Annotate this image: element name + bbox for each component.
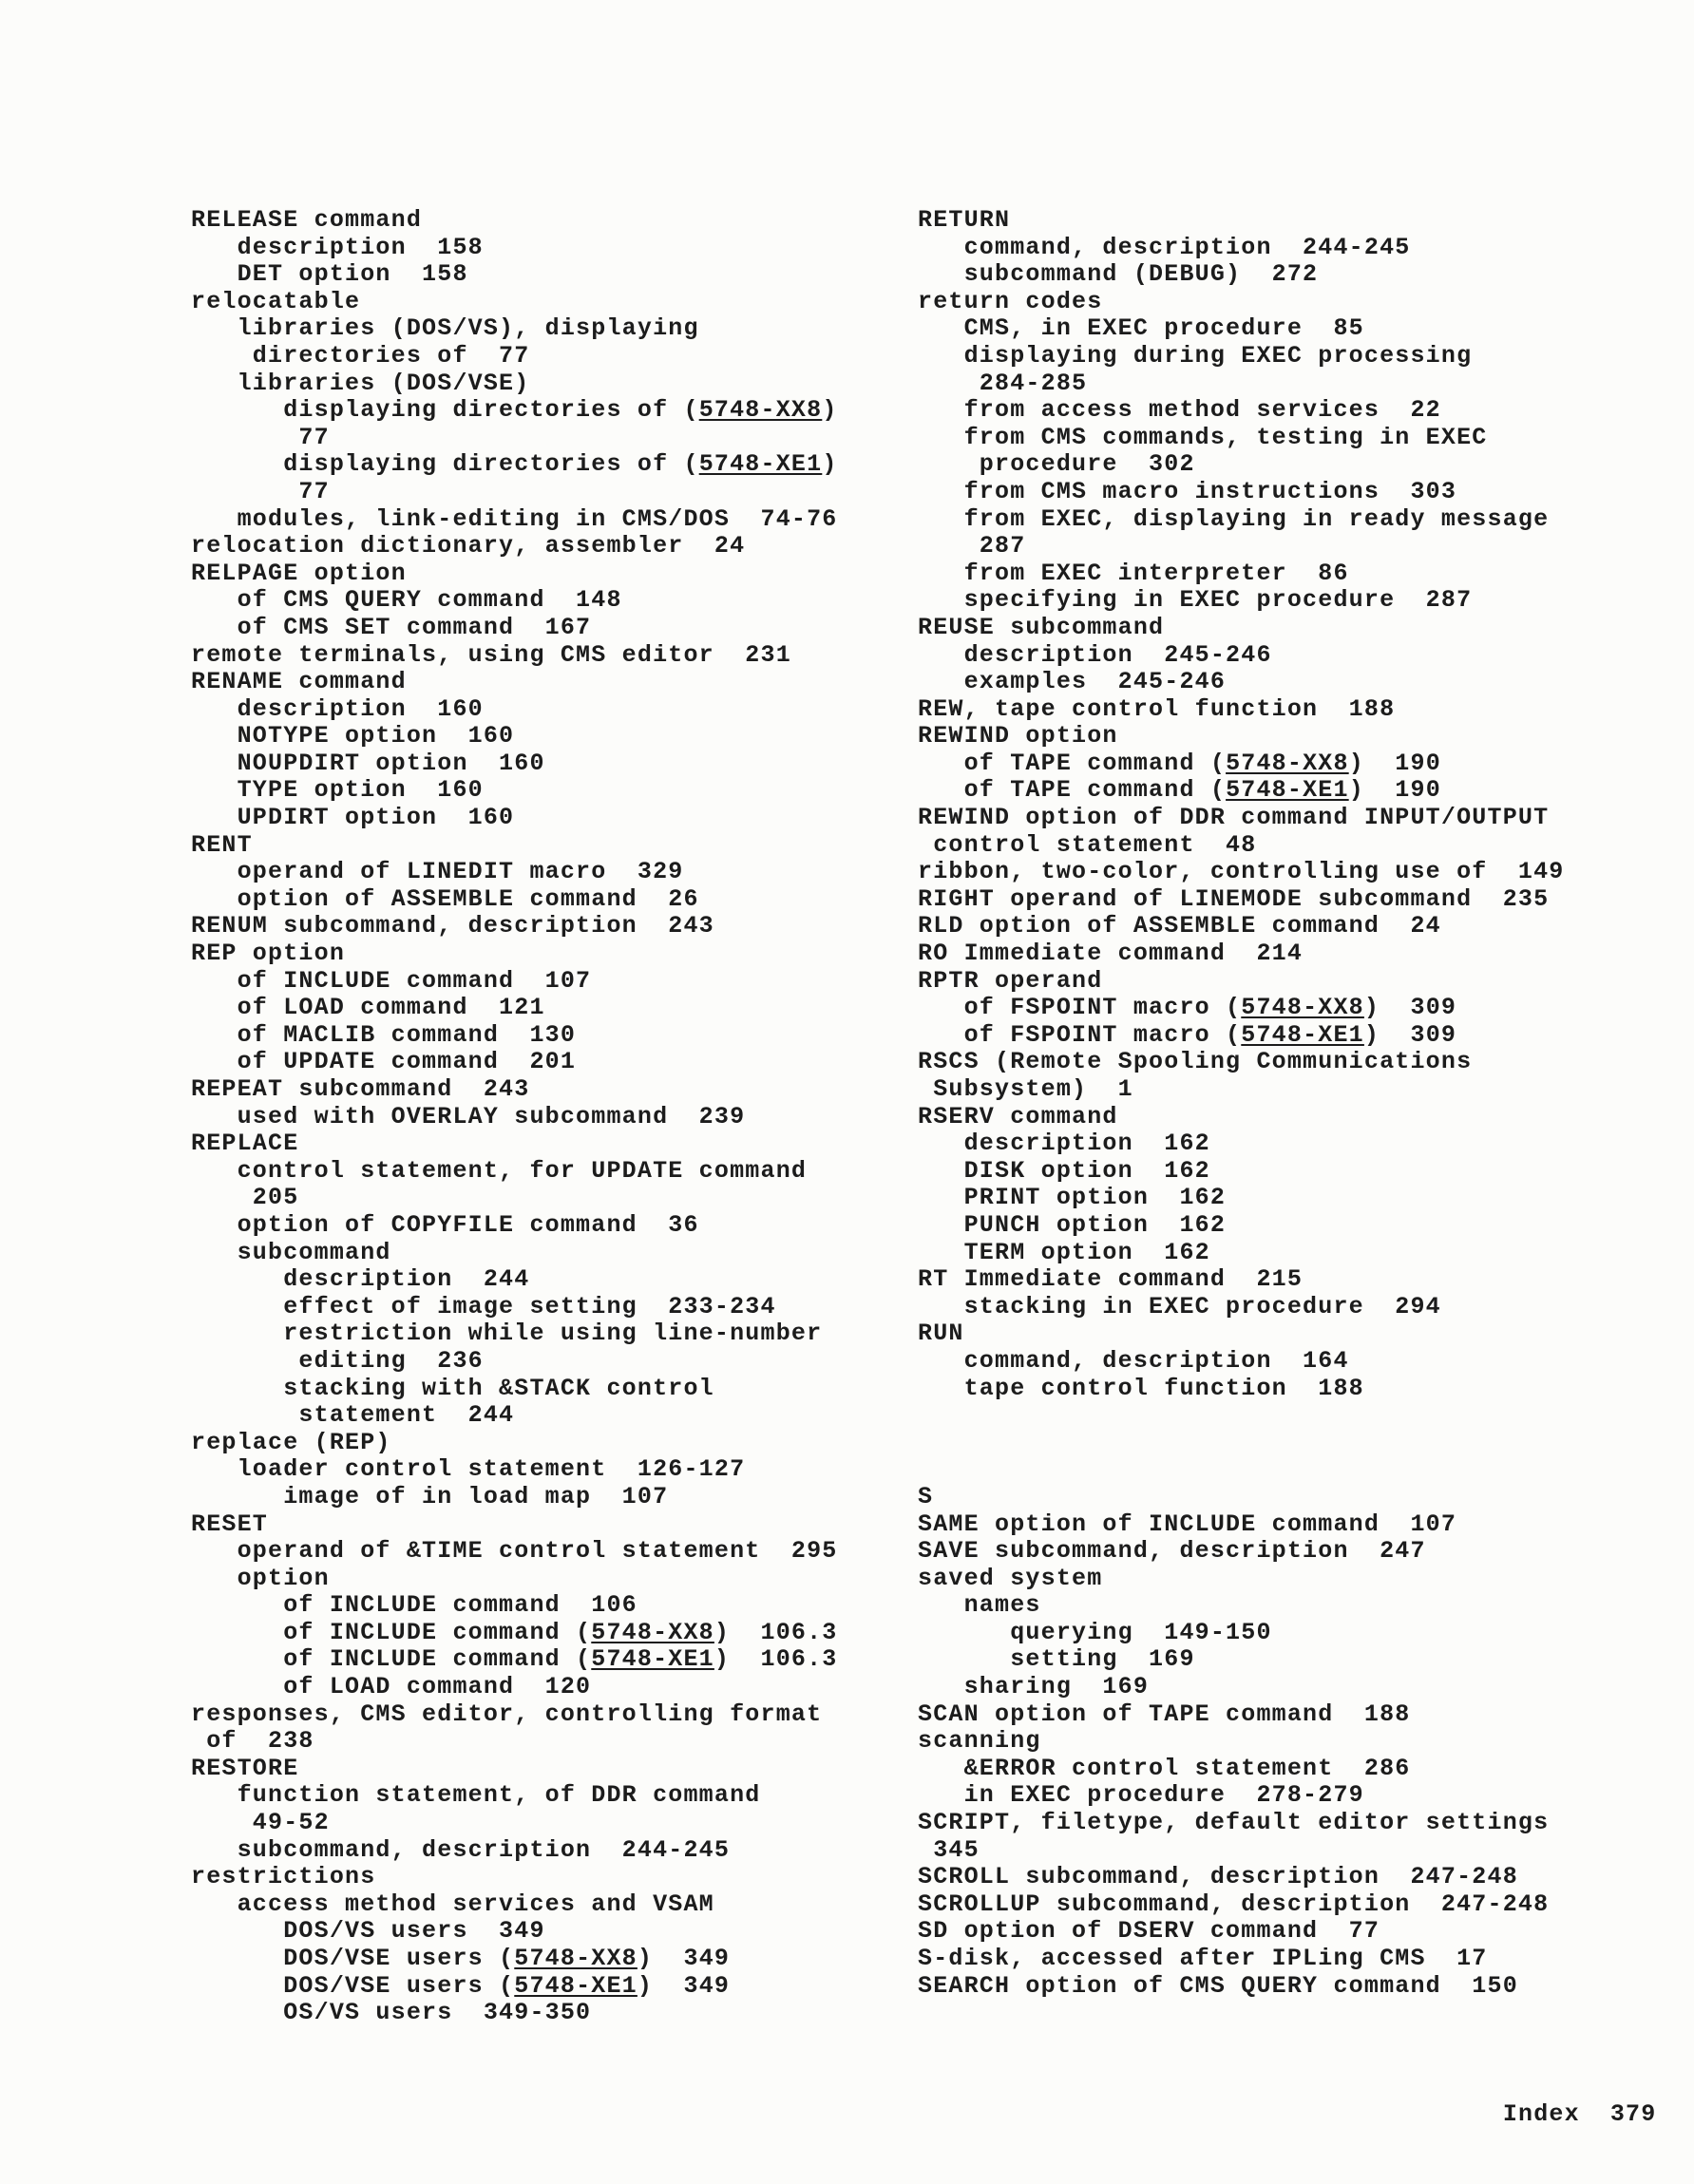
index-line: control statement, for UPDATE command bbox=[191, 1156, 808, 1185]
index-line: RIGHT operand of LINEMODE subcommand 235 bbox=[918, 884, 1550, 913]
program-number-underlined: 5748-XX8 bbox=[591, 1618, 714, 1646]
index-line: statement 244 bbox=[191, 1401, 515, 1430]
index-line: subcommand bbox=[191, 1238, 391, 1266]
index-line: command, description 244-245 bbox=[918, 233, 1411, 261]
index-line: DOS/VS users 349 bbox=[191, 1917, 545, 1946]
index-line: option of COPYFILE command 36 bbox=[191, 1210, 699, 1239]
index-line: operand of &TIME control statement 295 bbox=[191, 1537, 838, 1566]
index-line: 345 bbox=[918, 1835, 980, 1864]
program-number-underlined: 5748-XE1 bbox=[698, 450, 823, 479]
index-line: tape control function 188 bbox=[918, 1374, 1364, 1402]
index-line: NOUPDIRT option 160 bbox=[191, 749, 545, 777]
index-line: RPTR operand bbox=[918, 966, 1103, 995]
index-line: relocatable bbox=[191, 287, 361, 315]
index-line: REUSE subcommand bbox=[918, 613, 1165, 641]
index-line: SCAN option of TAPE command 188 bbox=[918, 1700, 1411, 1728]
index-line: NOTYPE option 160 bbox=[191, 722, 515, 750]
index-line: 77 bbox=[191, 477, 330, 505]
index-line: return codes bbox=[918, 287, 1103, 315]
index-line: procedure 302 bbox=[918, 450, 1195, 479]
index-line: from access method services 22 bbox=[918, 396, 1441, 425]
index-line: REW, tape control function 188 bbox=[918, 694, 1396, 723]
index-line: replace (REP) bbox=[191, 1428, 391, 1456]
index-line: of TAPE command (5748-XX8) 190 bbox=[918, 749, 1441, 777]
index-line: of TAPE command (5748-XE1) 190 bbox=[918, 776, 1441, 805]
index-line: restrictions bbox=[191, 1863, 376, 1891]
index-line: TERM option 162 bbox=[918, 1238, 1210, 1266]
index-line: of MACLIB command 130 bbox=[191, 1020, 577, 1049]
index-line bbox=[918, 1430, 1565, 1457]
index-line: SAVE subcommand, description 247 bbox=[918, 1537, 1426, 1566]
index-line: from CMS commands, testing in EXEC bbox=[918, 423, 1488, 451]
index-line: SD option of DSERV command 77 bbox=[918, 1917, 1380, 1946]
index-line: command, description 164 bbox=[918, 1346, 1349, 1375]
index-line: RESTORE bbox=[191, 1754, 299, 1782]
index-line: description 160 bbox=[191, 694, 484, 723]
index-line: displaying directories of (5748-XX8) bbox=[191, 396, 838, 425]
index-line: examples 245-246 bbox=[918, 668, 1227, 696]
index-line: subcommand (DEBUG) 272 bbox=[918, 260, 1319, 289]
index-line: REWIND option bbox=[918, 722, 1118, 750]
footer-label: Index bbox=[1502, 2099, 1580, 2128]
index-line: from EXEC, displaying in ready message bbox=[918, 504, 1550, 533]
index-line: RT Immediate command 215 bbox=[918, 1265, 1304, 1294]
page-footer bbox=[1441, 2074, 1656, 2156]
program-number-underlined: 5748-XE1 bbox=[1241, 1020, 1364, 1049]
index-line bbox=[918, 1456, 1565, 1484]
index-line: SCROLLUP subcommand, description 247-248 bbox=[918, 1890, 1550, 1918]
index-line: RENT bbox=[191, 830, 253, 859]
index-line: of INCLUDE command (5748-XE1) 106.3 bbox=[191, 1645, 838, 1674]
index-line: scanning bbox=[918, 1727, 1041, 1756]
index-line: displaying during EXEC processing bbox=[918, 341, 1473, 370]
index-line: operand of LINEDIT macro 329 bbox=[191, 858, 684, 886]
index-line: DISK option 162 bbox=[918, 1156, 1210, 1185]
index-line: REWIND option of DDR command INPUT/OUTPUT bbox=[918, 804, 1550, 832]
index-line: responses, CMS editor, controlling format bbox=[191, 1700, 823, 1728]
index-line: names bbox=[918, 1591, 1041, 1620]
index-line: of 238 bbox=[191, 1727, 314, 1756]
index-line: RENAME command bbox=[191, 668, 407, 696]
index-line bbox=[918, 1402, 1565, 1430]
program-number-underlined: 5748-XE1 bbox=[591, 1645, 714, 1674]
index-line: description 162 bbox=[918, 1130, 1210, 1158]
index-line: REP option bbox=[191, 940, 346, 968]
index-line: RETURN bbox=[918, 206, 1011, 234]
index-line: Subsystem) 1 bbox=[918, 1075, 1133, 1103]
index-line: control statement 48 bbox=[918, 830, 1257, 859]
program-number-underlined: 5748-XX8 bbox=[514, 1945, 638, 1972]
index-line: RESET bbox=[191, 1510, 269, 1538]
index-line: specifying in EXEC procedure 287 bbox=[918, 586, 1473, 615]
index-line: RLD option of ASSEMBLE command 24 bbox=[918, 912, 1441, 940]
index-line: SCROLL subcommand, description 247-248 bbox=[918, 1863, 1518, 1891]
index-line: REPEAT subcommand 243 bbox=[191, 1075, 530, 1103]
index-line: querying 149-150 bbox=[918, 1618, 1272, 1646]
program-number-underlined: 5748-XE1 bbox=[1226, 776, 1349, 805]
footer-page-number: 379 bbox=[1609, 2099, 1657, 2128]
index-line: option bbox=[191, 1564, 330, 1592]
index-line: description 245-246 bbox=[918, 640, 1272, 669]
index-line: editing 236 bbox=[191, 1346, 484, 1375]
index-line: of UPDATE command 201 bbox=[191, 1048, 577, 1076]
index-line: from EXEC interpreter 86 bbox=[918, 559, 1349, 587]
program-number-underlined: 5748-XE1 bbox=[514, 1971, 638, 2000]
index-line: 287 bbox=[918, 532, 1026, 560]
index-line: ribbon, two-color, controlling use of 149 bbox=[918, 858, 1565, 886]
index-line: RUN bbox=[918, 1320, 964, 1348]
index-line: stacking with &STACK control bbox=[191, 1374, 714, 1402]
index-line: effect of image setting 233-234 bbox=[191, 1292, 776, 1320]
index-line: PUNCH option 162 bbox=[918, 1210, 1227, 1239]
index-line: UPDIRT option 160 bbox=[191, 804, 515, 832]
index-line: saved system bbox=[918, 1564, 1103, 1592]
index-line: of FSPOINT macro (5748-XX8) 309 bbox=[918, 994, 1457, 1022]
index-line: from CMS macro instructions 303 bbox=[918, 477, 1457, 505]
index-line: &ERROR control statement 286 bbox=[918, 1754, 1411, 1782]
index-line: libraries (DOS/VS), displaying bbox=[191, 314, 699, 343]
index-line: of INCLUDE command (5748-XX8) 106.3 bbox=[191, 1618, 838, 1646]
index-line: used with OVERLAY subcommand 239 bbox=[191, 1102, 746, 1130]
index-left-column bbox=[191, 207, 838, 2027]
index-line: directories of 77 bbox=[191, 341, 530, 370]
index-line: SAME option of INCLUDE command 107 bbox=[918, 1510, 1457, 1538]
index-line: loader control statement 126-127 bbox=[191, 1455, 746, 1484]
index-line: RO Immediate command 214 bbox=[918, 940, 1304, 968]
index-line: DOS/VSE users (5748-XX8) 349 bbox=[191, 1945, 731, 1972]
index-line: remote terminals, using CMS editor 231 bbox=[191, 640, 791, 669]
index-line: TYPE option 160 bbox=[191, 776, 484, 805]
index-line: OS/VS users 349-350 bbox=[191, 1999, 592, 2027]
index-line: subcommand, description 244-245 bbox=[191, 1835, 731, 1864]
index-line: CMS, in EXEC procedure 85 bbox=[918, 314, 1364, 343]
index-line: libraries (DOS/VSE) bbox=[191, 369, 530, 397]
index-line: PRINT option 162 bbox=[918, 1184, 1227, 1212]
index-line: 205 bbox=[191, 1184, 299, 1212]
index-line: of INCLUDE command 106 bbox=[191, 1591, 638, 1620]
index-line: SEARCH option of CMS QUERY command 150 bbox=[918, 1971, 1518, 2000]
index-line: setting 169 bbox=[918, 1645, 1195, 1674]
index-line: RELPAGE option bbox=[191, 559, 407, 587]
index-line: of FSPOINT macro (5748-XE1) 309 bbox=[918, 1020, 1457, 1049]
index-line: RSERV command bbox=[918, 1102, 1118, 1130]
index-line: 284-285 bbox=[918, 369, 1088, 397]
index-line: S-disk, accessed after IPLing CMS 17 bbox=[918, 1945, 1488, 1972]
index-line: REPLACE bbox=[191, 1130, 299, 1158]
index-line: DET option 158 bbox=[191, 260, 468, 289]
index-line: 77 bbox=[191, 423, 330, 451]
program-number-underlined: 5748-XX8 bbox=[1226, 749, 1349, 777]
index-line: RSCS (Remote Spooling Communications bbox=[918, 1048, 1473, 1076]
index-line: relocation dictionary, assembler 24 bbox=[191, 532, 746, 560]
index-line: description 158 bbox=[191, 233, 484, 261]
index-line: function statement, of DDR command bbox=[191, 1781, 761, 1810]
index-line: restriction while using line-number bbox=[191, 1320, 823, 1348]
index-line: DOS/VSE users (5748-XE1) 349 bbox=[191, 1971, 731, 2000]
index-line: RELEASE command bbox=[191, 206, 423, 234]
index-line: sharing 169 bbox=[918, 1673, 1150, 1701]
index-line: description 244 bbox=[191, 1265, 530, 1294]
program-number-underlined: 5748-XX8 bbox=[698, 396, 823, 425]
index-line: SCRIPT, filetype, default editor settings bbox=[918, 1809, 1550, 1837]
index-line: option of ASSEMBLE command 26 bbox=[191, 884, 699, 913]
index-line: of CMS QUERY command 148 bbox=[191, 586, 622, 615]
index-line: modules, link-editing in CMS/DOS 74-76 bbox=[191, 504, 838, 533]
index-line: access method services and VSAM bbox=[191, 1890, 714, 1918]
program-number-underlined: 5748-XX8 bbox=[1241, 994, 1364, 1022]
index-line: S bbox=[918, 1482, 934, 1510]
index-line: of LOAD command 121 bbox=[191, 994, 545, 1022]
index-line: of INCLUDE command 107 bbox=[191, 966, 592, 995]
index-line: of LOAD command 120 bbox=[191, 1673, 592, 1701]
index-line: stacking in EXEC procedure 294 bbox=[918, 1292, 1441, 1320]
index-line: of CMS SET command 167 bbox=[191, 613, 592, 641]
index-line: 49-52 bbox=[191, 1809, 330, 1837]
index-line: image of in load map 107 bbox=[191, 1482, 669, 1510]
index-line: displaying directories of (5748-XE1) bbox=[191, 450, 838, 479]
index-right-column bbox=[918, 207, 1565, 2000]
index-line: in EXEC procedure 278-279 bbox=[918, 1781, 1364, 1810]
index-line: RENUM subcommand, description 243 bbox=[191, 912, 714, 940]
